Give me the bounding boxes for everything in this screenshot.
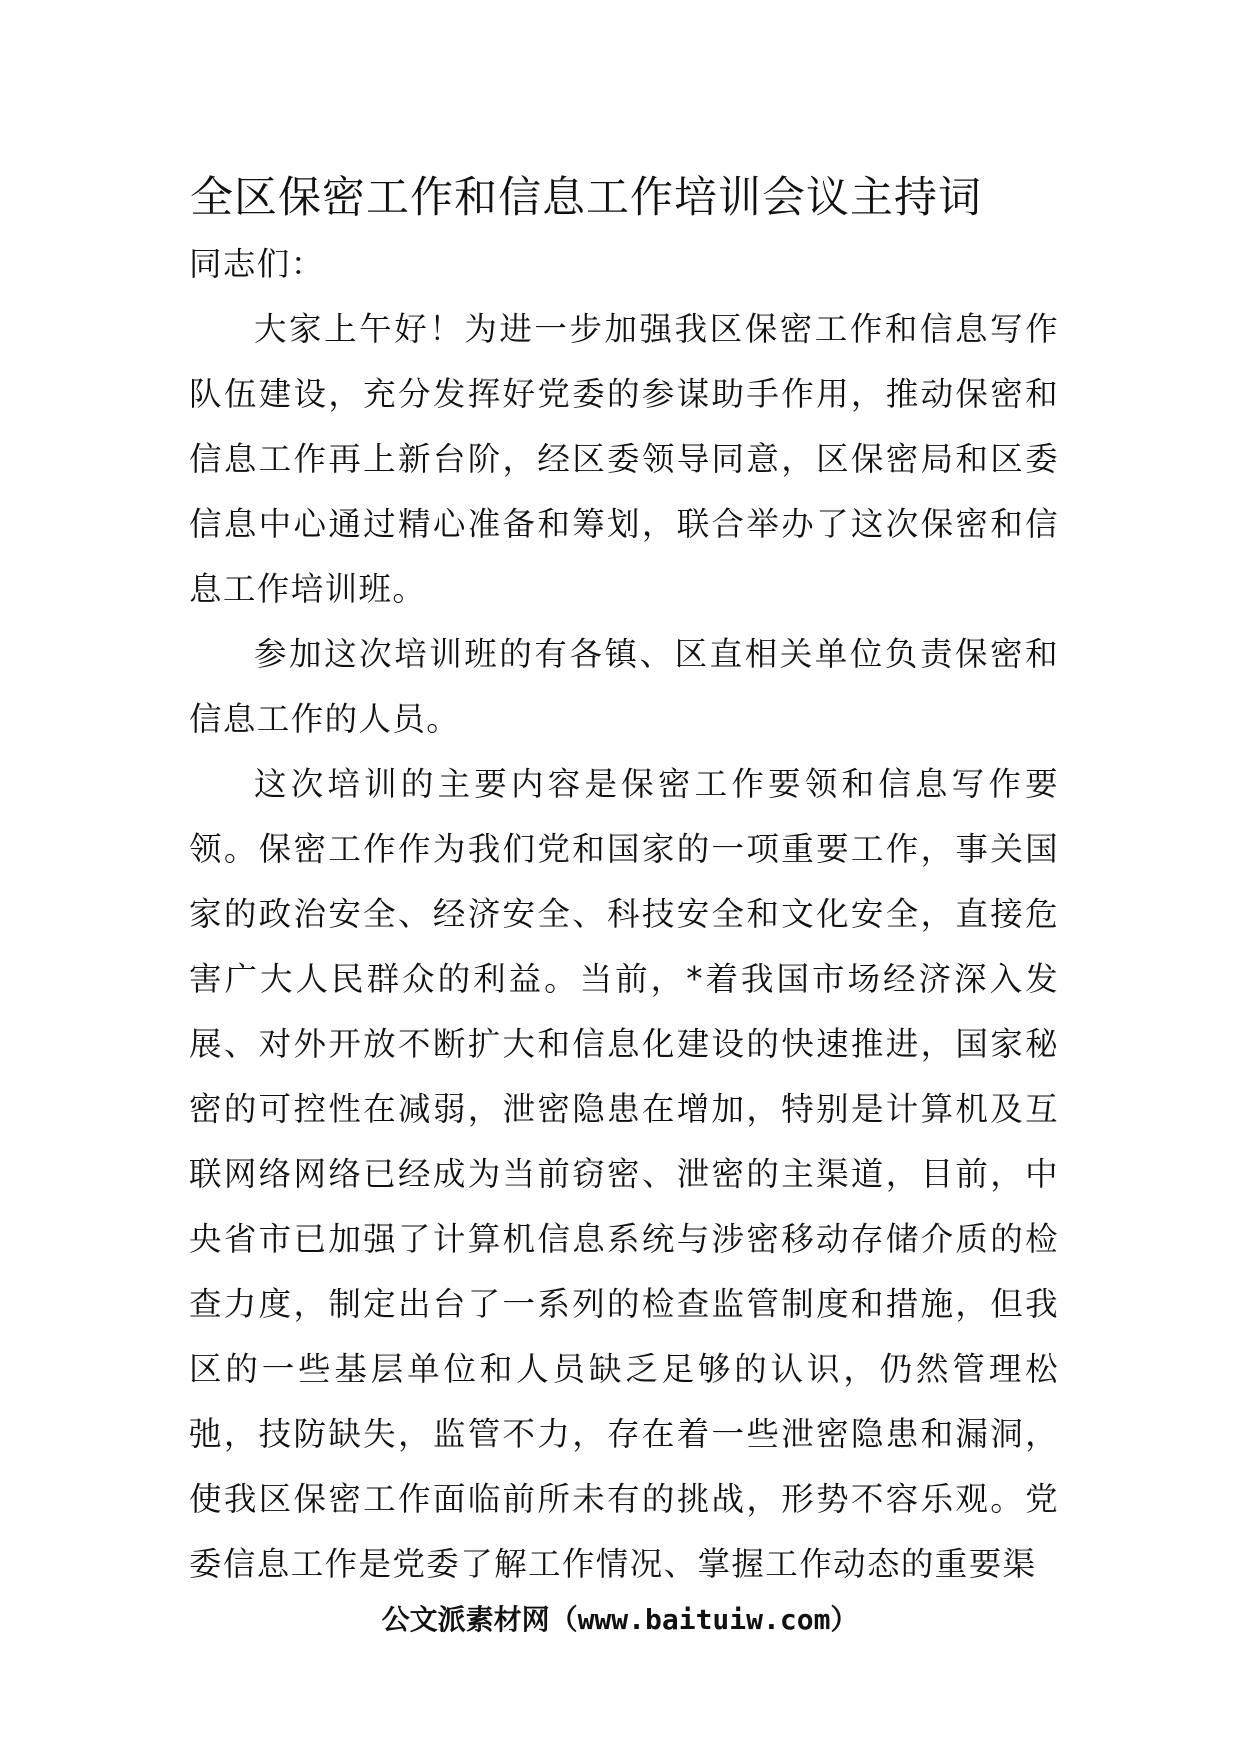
paragraph-opening: 大家上午好！为进一步加强我区保密工作和信息写作队伍建设，充分发挥好党委的参谋助手作用，推动保密和信息工作再上新台阶，经区委领导同意，区保密局和区委信息中心通过精心准备和筹划，联合举办了这次保密和信息工作培训班。 [189,310,1059,608]
salutation: 同志们： [189,245,325,283]
document-title: 全区保密工作和信息工作培训会议主持词 [190,173,982,223]
paragraph-participants: 参加这次培训班的有各镇、区直相关单位负责保密和信息工作的人员。 [189,635,1059,738]
paragraph-content: 这次培训的主要内容是保密工作要领和信息写作要领。保密工作作为我们党和国家的一项重要工作，事关国家的政治安全、经济安全、科技安全和文化安全，直接危害广大人民群众的利益。当前，*着我国市场经济深入发展、对外开放不断扩大和信息化建设的快速推进，国家秘密的可控性在减弱，泄密隐患在增加，特别是计算机及互联网络网络已经成为当前窃密、泄密的主渠道，目前，中央省市已加强了计算机信息系统与涉密移动存储介质的检查力度，制定出台了一系列的检查监管制度和措施，但我区的一些基层单位和人员缺乏足够的认识，仍然管理松弛，技防缺失，监管不力，存在着一些泄密隐患和漏洞，使我区保密工作面临前所未有的挑战，形势不容乐观。党委信息工作是党委了解工作情况、掌握工作动态的重要渠 [189,765,1059,1583]
footer-watermark: 公文派素材网（www.baituiw.com） [381,1603,859,1636]
document-body [189,232,1059,1597]
